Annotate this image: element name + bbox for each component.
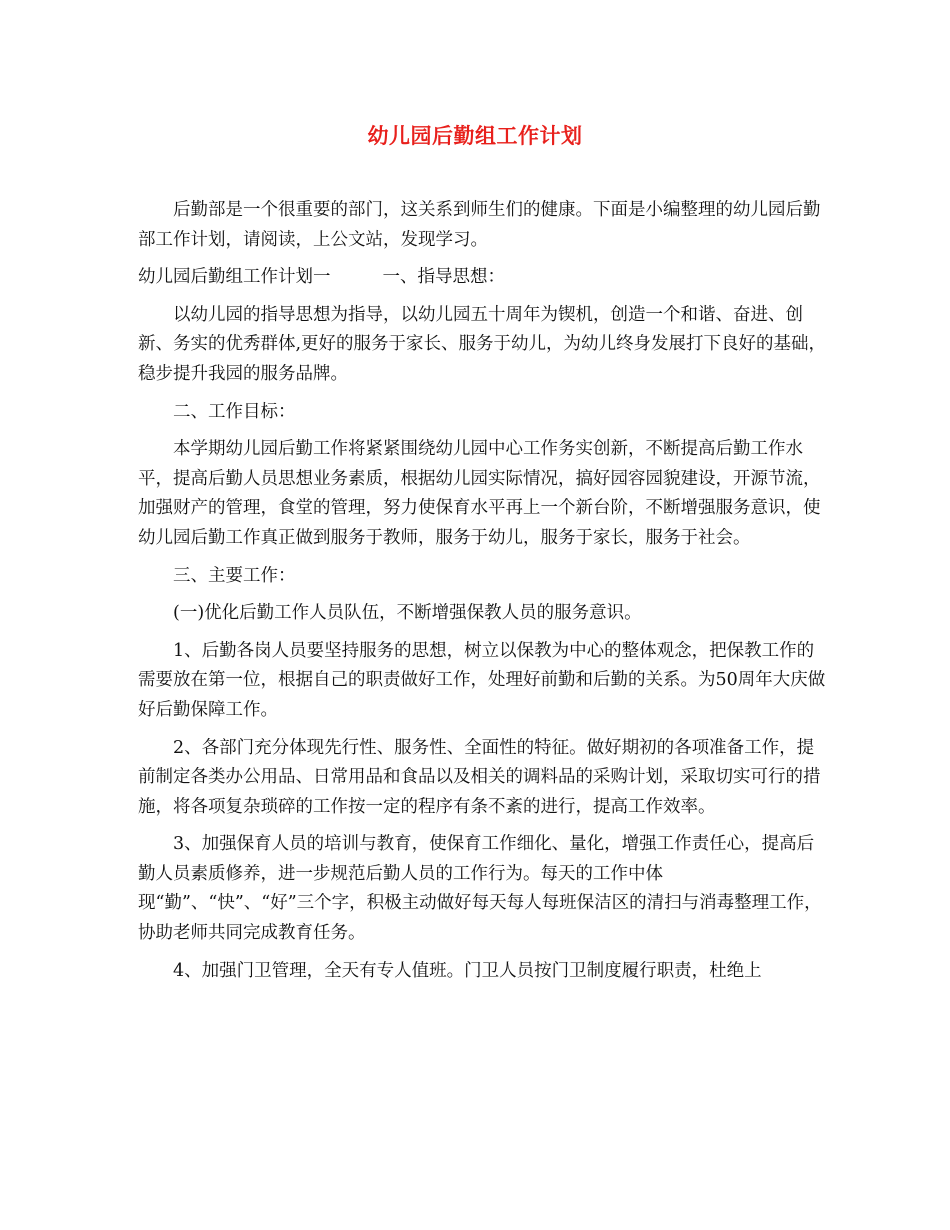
work-item-2: 2、各部门充分体现先行性、服务性、全面性的特征。做好期初的各项准备工作，提前制定各类办公用品、日常用品和食品以及相关的调料品的采购计划，采取切实可行的措施，将各项复杂琐碎的工作按一定的程序有条不紊的进行，提高工作效率。 bbox=[138, 737, 821, 817]
document-title: 幼儿园后勤组工作计划 bbox=[367, 123, 583, 148]
work-heading: 三、主要工作： bbox=[173, 565, 296, 586]
work-subsection-one: (一)优化后勤工作人员队伍，不断增强保教人员的服务意识。 bbox=[173, 603, 642, 624]
goals-heading: 二、工作目标： bbox=[173, 401, 296, 422]
guide-paragraph: 以幼儿园的指导思想为指导，以幼儿园五十周年为锲机，创造一个和谐、奋进、创新、务实的优秀群体,更好的服务于家长、服务于幼儿，为幼儿终身发展打下良好的基础，稳步提升我园的服务品牌。 bbox=[138, 304, 827, 384]
work-item-3: 3、加强保育人员的培训与教育，使保育工作细化、量化，增强工作责任心，提高后勤人员素质修养，进一步规范后勤人员的工作行为。每天的工作中体现“勤”、“快”、“好”三个字，积极主动做好每天每人每班保洁区的清扫与消毒整理工作，协助老师共同完成教育任务。 bbox=[138, 834, 822, 944]
goals-paragraph: 本学期幼儿园后勤工作将紧紧围绕幼儿园中心工作务实创新，不断提高后勤工作水平，提高后勤人员思想业务素质，根据幼儿园实际情况，搞好园容园貌建设，开源节流，加强财产的管理，食堂的管理，努力使保育水平再上一个新台阶，不断增强服务意识，使幼儿园后勤工作真正做到服务于教师，服务于幼儿，服务于家长，服务于社会。 bbox=[138, 439, 821, 548]
plan-subheading-line bbox=[138, 263, 828, 293]
document-body bbox=[138, 196, 828, 994]
guide-heading: 一、指导思想： bbox=[382, 267, 505, 288]
work-item-1: 1、后勤各岗人员要坚持服务的思想，树立以保教为中心的整体观念，把保教工作的需要放在第一位，根据自己的职责做好工作，处理好前勤和后勤的关系。为50周年大庆做好后勤保障工作。 bbox=[138, 640, 826, 720]
plan-subheading: 幼儿园后勤组工作计划一 bbox=[138, 267, 331, 288]
intro-paragraph: 后勤部是一个很重要的部门，这关系到师生们的健康。下面是小编整理的幼儿园后勤部工作计划，请阅读，上公文站，发现学习。 bbox=[138, 200, 821, 250]
work-item-4: 4、加强门卫管理，全天有专人值班。门卫人员按门卫制度履行职责，杜绝上 bbox=[173, 960, 762, 981]
